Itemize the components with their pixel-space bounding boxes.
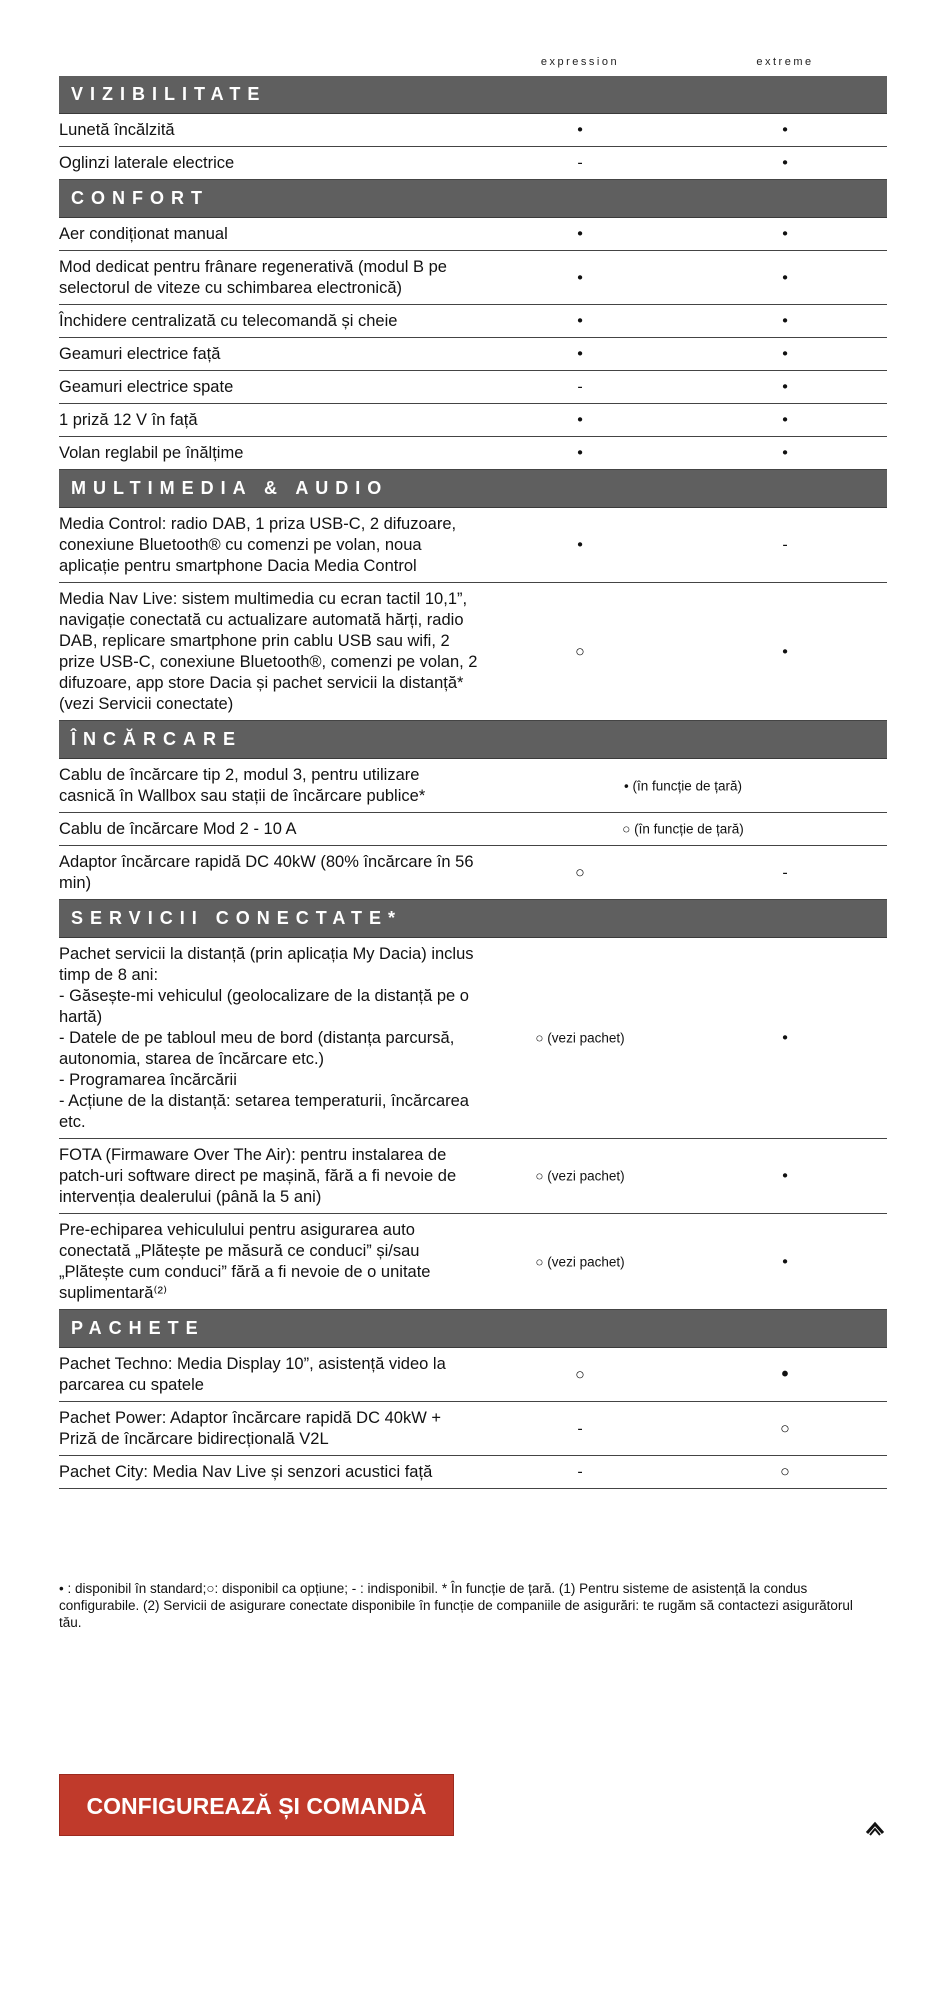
feature-label: Aer condiționat manual xyxy=(59,225,228,243)
table-row xyxy=(59,938,887,1139)
table-row xyxy=(59,759,887,813)
section-header: CONFORT xyxy=(59,180,887,218)
availability-expression: • xyxy=(577,444,583,462)
availability-extreme: - xyxy=(782,536,788,554)
table-row xyxy=(59,251,887,305)
availability-expression: • xyxy=(577,411,583,429)
feature-label: 1 priză 12 V în față xyxy=(59,411,198,429)
availability-expression: • xyxy=(577,121,583,139)
availability-extreme: • xyxy=(782,269,788,286)
availability-extreme: • xyxy=(782,643,788,660)
table-row xyxy=(59,305,887,338)
feature-label: Media Nav Live: sistem multimedia cu ecran tactil 10,1”, navigație conectată cu actualizare automată hărți, radio DAB, replicare smartphone prin cablu USB sau wifi, 2 prize USB-C, conexiune Bluetooth®, comenzi pe volan, 2 difuzoare, app store Dacia și pachet servicii la distanță* (vezi Servicii conectate) xyxy=(59,590,478,713)
availability-expression: • xyxy=(577,269,583,286)
column-headers xyxy=(59,52,887,76)
feature-label: Lunetă încălzită xyxy=(59,121,175,139)
table-row xyxy=(59,404,887,437)
feature-label: Închidere centralizată cu telecomandă și cheie xyxy=(59,312,398,330)
availability-extreme: ○ xyxy=(780,1420,790,1437)
table-row xyxy=(59,846,887,900)
feature-label: Pachet Techno: Media Display 10”, asistență video la parcarea cu spatele xyxy=(59,1355,446,1394)
spec-sections xyxy=(59,76,887,1489)
feature-label: Adaptor încărcare rapidă DC 40kW (80% încărcare în 56 min) xyxy=(59,853,474,892)
table-row xyxy=(59,583,887,721)
column-header-expression: expression xyxy=(540,56,620,68)
feature-label: Pachet City: Media Nav Live și senzori acustici față xyxy=(59,1463,433,1481)
section-header: MULTIMEDIA & AUDIO xyxy=(59,470,887,508)
feature-label: Geamuri electrice față xyxy=(59,345,221,363)
section-header: VIZIBILITATE xyxy=(59,76,887,114)
feature-label: Mod dedicat pentru frânare regenerativă (modul B pe selectorul de viteze cu schimbarea electronică) xyxy=(59,258,447,297)
availability-extreme: • xyxy=(782,154,788,172)
availability-extreme: • xyxy=(782,312,788,330)
availability-extreme: ○ xyxy=(780,1463,790,1481)
section-header: SERVICII CONECTATE* xyxy=(59,900,887,938)
table-row xyxy=(59,218,887,251)
table-row xyxy=(59,147,887,180)
table-row xyxy=(59,813,887,846)
availability-expression: ○ xyxy=(575,1366,585,1383)
legend-footnote: • : disponibil în standard;○: disponibil ca opțiune; - : indisponibil. * În funcție de țară. (1) Pentru sisteme de asistență la condus configurabile. (2) Servicii de asigurare conectate disponibile în funcție de companiile de asigurări: te rugăm să contactezi asigurătorul tău. xyxy=(59,1581,853,1630)
configure-and-order-button[interactable]: CONFIGUREAZĂ ȘI COMANDĂ xyxy=(59,1774,454,1836)
section-header: ÎNCĂRCARE xyxy=(59,721,887,759)
column-header-extreme: extreme xyxy=(756,56,814,68)
table-row xyxy=(59,1214,887,1310)
feature-label: Oglinzi laterale electrice xyxy=(59,154,235,172)
availability-expression: - xyxy=(577,1420,583,1437)
section-header: PACHETE xyxy=(59,1310,887,1348)
availability-extreme: • xyxy=(782,1253,788,1270)
feature-label: FOTA (Firmaware Over The Air): pentru instalarea de patch-uri software direct pe mașină, fără a fi nevoie de intervenția dealerului (până la 5 ani) xyxy=(59,1146,457,1206)
availability-extreme: • xyxy=(782,345,788,363)
availability-expression: ○ (vezi pachet) xyxy=(535,1254,625,1269)
feature-label: Volan reglabil pe înălțime xyxy=(59,444,244,462)
availability-extreme: • xyxy=(782,444,788,462)
chevron-up-icon[interactable] xyxy=(864,1818,886,1840)
availability-extreme: • xyxy=(782,225,788,243)
availability-extreme: • xyxy=(781,1363,789,1385)
availability-expression: • xyxy=(577,345,583,363)
table-row xyxy=(59,338,887,371)
availability-expression: • xyxy=(577,536,583,554)
availability-both: ○ (în funcție de țară) xyxy=(622,821,744,837)
feature-label: Geamuri electrice spate xyxy=(59,378,234,396)
table-row xyxy=(59,114,887,147)
availability-extreme: • xyxy=(782,121,788,139)
availability-extreme: • xyxy=(782,1029,788,1047)
feature-label: Pachet Power: Adaptor încărcare rapidă DC 40kW + Priză de încărcare bidirecțională V2L xyxy=(59,1409,441,1448)
availability-expression: ○ xyxy=(575,643,585,660)
availability-both: • (în funcție de țară) xyxy=(623,778,743,793)
availability-extreme: • xyxy=(782,1167,788,1185)
table-row xyxy=(59,508,887,583)
feature-label: Media Control: radio DAB, 1 priza USB-C, 2 difuzoare, conexiune Bluetooth® cu comenzi pe volan, noua aplicație pentru smartphone Dacia Media Control xyxy=(59,515,457,575)
table-row xyxy=(59,1139,887,1214)
feature-label: Cablu de încărcare tip 2, modul 3, pentru utilizare casnică în Wallbox sau stații de încărcare publice* xyxy=(59,766,426,805)
availability-expression: ○ xyxy=(575,864,585,881)
table-row xyxy=(59,437,887,470)
availability-expression: • xyxy=(577,312,583,330)
table-row xyxy=(59,1402,887,1456)
spec-table xyxy=(59,52,887,1489)
availability-expression: - xyxy=(577,154,583,172)
availability-extreme: • xyxy=(782,411,788,429)
availability-expression: - xyxy=(577,1463,583,1481)
availability-expression: ○ (vezi pachet) xyxy=(535,1168,625,1184)
availability-extreme: - xyxy=(782,864,788,881)
table-row xyxy=(59,371,887,404)
feature-label: Pachet servicii la distanță (prin aplicația My Dacia) inclus timp de 8 ani: - Găsește-mi vehiculul (geolocalizare de la distanță pe o hartă) - Datele de pe tabloul meu de bord (distanța parcursă, autonomia, starea de încărcare etc.) - Programarea încărcării - Acțiune de la distanță: setarea temperaturii, încărcarea etc. xyxy=(59,945,474,1131)
availability-expression: - xyxy=(577,378,583,396)
feature-label: Cablu de încărcare Mod 2 - 10 A xyxy=(59,820,297,838)
feature-label: Pre-echiparea vehiculului pentru asigurarea auto conectată „Plătește pe măsură ce conduci” și/sau „Plătește cum conduci” fără a fi nevoie de o unitate suplimentară⁽²⁾ xyxy=(59,1221,431,1302)
availability-extreme: • xyxy=(782,378,788,396)
table-row xyxy=(59,1456,887,1489)
availability-expression: • xyxy=(577,225,583,243)
availability-expression: ○ (vezi pachet) xyxy=(535,1030,625,1046)
table-row xyxy=(59,1348,887,1402)
